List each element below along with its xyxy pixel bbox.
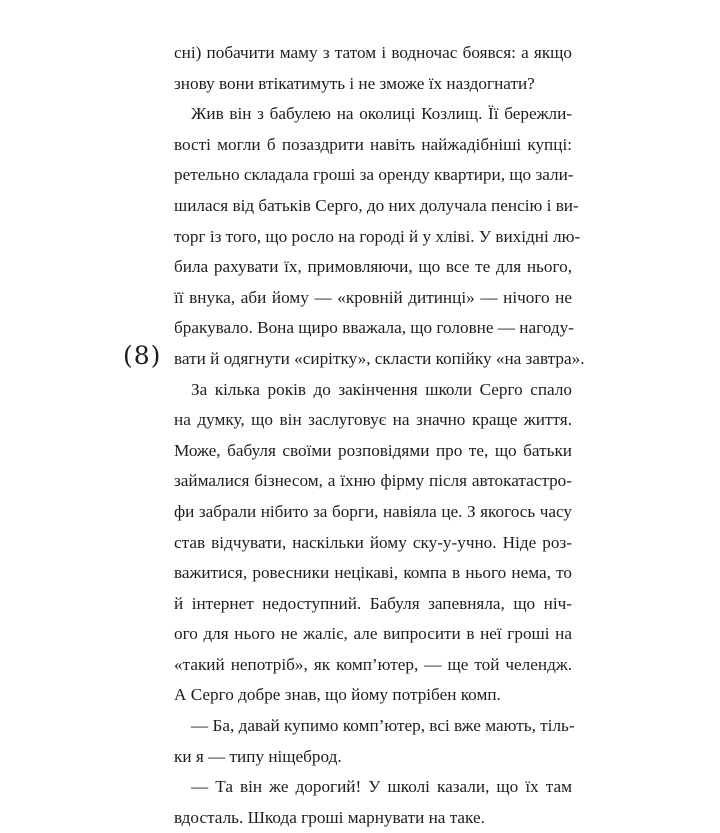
text-line: фи забрали нібито за борги, навіяла це. З якогось часу: [174, 501, 572, 521]
text-line: займалися бізнесом, а їхню фірму після автокатастро-: [174, 471, 572, 491]
text-line: торг із того, що росло на городі й у хліві. У вихідні лю-: [174, 226, 581, 246]
text-line: била рахувати їх, примовляючи, що все те для нього,: [174, 257, 572, 277]
text-line: Може, бабуля своїми розповідями про те, що батьки: [174, 440, 572, 460]
text-line: ретельно складала гроші за оренду квартири, що зали-: [174, 165, 574, 185]
text-line: шилася від батьків Серго, до них долучала пенсію і ви-: [174, 195, 579, 215]
text-line: вдосталь. Шкода гроші марнувати на таке.: [174, 807, 485, 827]
text-line: Жив він з бабулею на околиці Козлищ. Її бережли-: [191, 104, 572, 124]
text-line: ого для нього не жаліє, але випросити в неї гроші на: [174, 624, 572, 644]
text-line: сні) побачити маму з татом і водночас боявся: а якщо: [174, 43, 572, 62]
text-line: За кілька років до закінчення школи Серго спало: [191, 379, 572, 399]
text-line: бракувало. Вона щиро вважала, що головне — нагоду-: [174, 318, 574, 338]
body-text: [174, 38, 585, 833]
text-line: важитися, ровесники нецікаві, компа в нього нема, то: [174, 563, 572, 583]
text-line: — Ба, давай купимо комп’ютер, всі вже мають, тіль-: [191, 716, 575, 736]
text-line: ки я — типу ніщеброд.: [174, 746, 342, 766]
page-number: (8): [123, 341, 162, 370]
text-line: вості могли б позаздрити навіть найжадібніші купці:: [174, 134, 572, 154]
text-line: її внука, аби йому — «кровній дитинці» — нічого не: [174, 287, 572, 307]
text-line: «такий непотріб», як комп’ютер, — ще той челендж.: [174, 654, 572, 674]
text-line: став відчувати, наскільки йому ску-у-учно. Ніде роз-: [174, 532, 572, 552]
text-line: вати й одягнути «сирітку», скласти копійку «на завтра».: [174, 348, 585, 368]
text-line: й інтернет недоступний. Бабуля запевняла, що ніч-: [174, 593, 572, 613]
text-line: знову вони втікатимуть і не зможе їх наздогнати?: [174, 73, 535, 93]
text-line: — Та він же дорогий! У школі казали, що їх там: [191, 777, 572, 797]
text-line: на думку, що він заслуговує на значно краще життя.: [174, 410, 572, 430]
text-line: А Серго добре знав, що йому потрібен комп.: [174, 685, 501, 705]
